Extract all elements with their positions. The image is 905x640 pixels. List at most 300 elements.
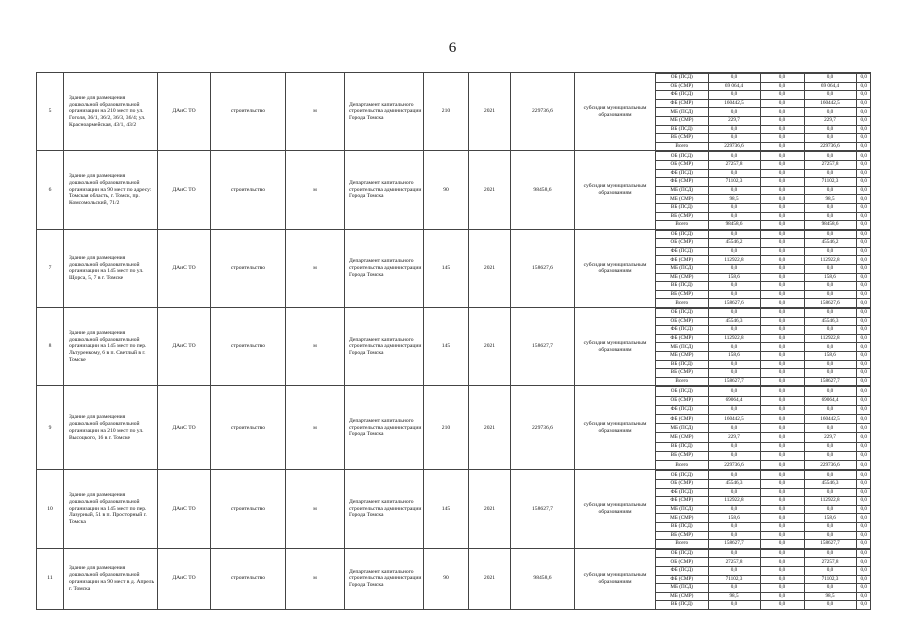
amount-col-3: 229736,6 bbox=[804, 461, 856, 470]
amount-total: 160442,5 bbox=[708, 99, 760, 108]
financing-breakdown bbox=[656, 73, 871, 151]
amount-col-2: 0,0 bbox=[760, 387, 804, 396]
amount-total: 112922,8 bbox=[708, 334, 760, 343]
amount-total: 98,5 bbox=[708, 195, 760, 204]
amount-total: 0,0 bbox=[708, 549, 760, 558]
amount-total: 0,0 bbox=[708, 247, 760, 256]
amount-col-3: 0,0 bbox=[804, 74, 856, 83]
object-name: Здание для размещения дошкольной образовательной организации на 145 мест по пер. Лазурный, 51 в п. Просторный г. Томска bbox=[64, 470, 158, 548]
amount-col-3: 0,0 bbox=[804, 522, 856, 531]
amount-col-3: 229,7 bbox=[804, 433, 856, 442]
amount-col-4: 0,0 bbox=[856, 334, 871, 343]
amount-col-3: 0,0 bbox=[804, 203, 856, 212]
financing-row bbox=[656, 134, 871, 143]
amount-col-2: 0,0 bbox=[760, 273, 804, 282]
object-name: Здание для размещения дошкольной образовательной организации на 90 мест по адресу: Томская область, г. Томск, пр. Комсомольский, 71/2 bbox=[64, 151, 158, 229]
amount-col-2: 0,0 bbox=[760, 479, 804, 488]
amount-col-2: 0,0 bbox=[760, 108, 804, 117]
budget-source-label: ФБ (СМР) bbox=[656, 575, 708, 584]
amount-col-3: 0,0 bbox=[804, 471, 856, 480]
amount-col-4: 0,0 bbox=[856, 221, 871, 229]
amount-col-3: 69064,4 bbox=[804, 396, 856, 405]
amount-col-2: 0,0 bbox=[760, 442, 804, 451]
amount-col-4: 0,0 bbox=[856, 108, 871, 117]
amount-total: 71102,3 bbox=[708, 575, 760, 584]
financing-row bbox=[656, 514, 871, 523]
amount-col-2: 0,0 bbox=[760, 369, 804, 378]
amount-col-2: 0,0 bbox=[760, 584, 804, 593]
funding-source-cell: субсидия муниципальным образованиям bbox=[575, 470, 656, 548]
budget-source-label: ОБ (ПСД) bbox=[656, 471, 708, 480]
financing-row bbox=[656, 601, 871, 609]
amount-col-4: 0,0 bbox=[856, 195, 871, 204]
amount-col-4: 0,0 bbox=[856, 514, 871, 523]
financing-breakdown bbox=[656, 548, 871, 609]
budget-source-label: Всего bbox=[656, 540, 708, 548]
amount-col-3: 112922,8 bbox=[804, 334, 856, 343]
amount-col-4: 0,0 bbox=[856, 169, 871, 178]
amount-col-3: 71102,3 bbox=[804, 178, 856, 187]
budget-source-label: Всего bbox=[656, 299, 708, 307]
amount-col-3: 0,0 bbox=[804, 290, 856, 299]
amount-col-2: 0,0 bbox=[760, 178, 804, 187]
amount-total: 0,0 bbox=[708, 369, 760, 378]
amount-total: 158,6 bbox=[708, 514, 760, 523]
objects-table bbox=[36, 72, 871, 610]
amount-col-3: 71102,3 bbox=[804, 575, 856, 584]
budget-source-label: ФБ (ПСД) bbox=[656, 91, 708, 100]
funding-source-cell: субсидия муниципальным образованиям bbox=[575, 229, 656, 307]
amount-col-4: 0,0 bbox=[856, 273, 871, 282]
amount-col-3: 158627,7 bbox=[804, 540, 856, 548]
row-number: 10 bbox=[37, 470, 64, 548]
financing-row bbox=[656, 299, 871, 307]
unit-cell: м bbox=[286, 386, 345, 470]
cost-cell: 158627,7 bbox=[511, 470, 575, 548]
amount-col-2: 0,0 bbox=[760, 352, 804, 361]
work-type-cell: строительство bbox=[211, 229, 286, 307]
amount-col-2: 0,0 bbox=[760, 558, 804, 567]
budget-source-label: МБ (СМР) bbox=[656, 433, 708, 442]
budget-source-label: ОБ (СМР) bbox=[656, 558, 708, 567]
amount-col-4: 0,0 bbox=[856, 558, 871, 567]
amount-col-2: 0,0 bbox=[760, 396, 804, 405]
amount-col-2: 0,0 bbox=[760, 169, 804, 178]
budget-source-label: ВБ (СМР) bbox=[656, 212, 708, 221]
page-number: 6 bbox=[448, 40, 457, 56]
amount-col-2: 0,0 bbox=[760, 125, 804, 134]
amount-total: 158627,6 bbox=[708, 299, 760, 307]
amount-total: 69064,4 bbox=[708, 396, 760, 405]
amount-total: 0,0 bbox=[708, 522, 760, 531]
amount-total: 0,0 bbox=[708, 203, 760, 212]
financing-row bbox=[656, 309, 871, 318]
amount-col-4: 0,0 bbox=[856, 299, 871, 307]
amount-col-2: 0,0 bbox=[760, 134, 804, 143]
amount-col-4: 0,0 bbox=[856, 479, 871, 488]
customer-cell: ДАиС ТО bbox=[158, 73, 211, 151]
financing-row bbox=[656, 497, 871, 506]
amount-col-4: 0,0 bbox=[856, 415, 871, 424]
financing-row bbox=[656, 549, 871, 558]
amount-total: 0,0 bbox=[708, 91, 760, 100]
year-cell: 2021 bbox=[469, 151, 511, 229]
amount-col-4: 0,0 bbox=[856, 99, 871, 108]
amount-col-4: 0,0 bbox=[856, 549, 871, 558]
cost-cell: 229736,6 bbox=[511, 73, 575, 151]
financing-row bbox=[656, 326, 871, 335]
budget-source-label: МБ (СМР) bbox=[656, 116, 708, 125]
cost-cell: 98458,6 bbox=[511, 548, 575, 609]
budget-source-label: ВБ (ПСД) bbox=[656, 360, 708, 369]
work-type-cell: строительство bbox=[211, 548, 286, 609]
amount-col-4: 0,0 bbox=[856, 125, 871, 134]
amount-col-2: 0,0 bbox=[760, 531, 804, 540]
amount-col-4: 0,0 bbox=[856, 309, 871, 318]
table-row bbox=[37, 308, 871, 386]
budget-source-label: Всего bbox=[656, 461, 708, 470]
amount-col-2: 0,0 bbox=[760, 540, 804, 548]
funding-source-cell: субсидия муниципальным образованиям bbox=[575, 386, 656, 470]
table-row bbox=[37, 73, 871, 151]
amount-col-4: 0,0 bbox=[856, 433, 871, 442]
amount-col-3: 158627,6 bbox=[804, 299, 856, 307]
amount-col-4: 0,0 bbox=[856, 360, 871, 369]
financing-row bbox=[656, 91, 871, 100]
amount-total: 0,0 bbox=[708, 471, 760, 480]
financing-row bbox=[656, 405, 871, 414]
amount-col-3: 0,0 bbox=[804, 134, 856, 143]
amount-col-3: 0,0 bbox=[804, 584, 856, 593]
cost-cell: 98458,6 bbox=[511, 151, 575, 229]
financing-row bbox=[656, 99, 871, 108]
amount-col-4: 0,0 bbox=[856, 256, 871, 265]
amount-col-2: 0,0 bbox=[760, 505, 804, 514]
amount-col-4: 0,0 bbox=[856, 160, 871, 169]
financing-row bbox=[656, 343, 871, 352]
amount-col-2: 0,0 bbox=[760, 239, 804, 248]
amount-col-4: 0,0 bbox=[856, 488, 871, 497]
capacity-cell: 90 bbox=[424, 151, 469, 229]
amount-total: 0,0 bbox=[708, 505, 760, 514]
amount-total: 0,0 bbox=[708, 265, 760, 274]
budget-source-label: ВБ (ПСД) bbox=[656, 282, 708, 291]
amount-col-2: 0,0 bbox=[760, 451, 804, 460]
budget-source-label: ОБ (СМР) bbox=[656, 160, 708, 169]
amount-col-3: 45546,3 bbox=[804, 479, 856, 488]
budget-source-label: ФБ (СМР) bbox=[656, 415, 708, 424]
amount-total: 0,0 bbox=[708, 309, 760, 318]
year-cell: 2021 bbox=[469, 73, 511, 151]
customer-cell: ДАиС ТО bbox=[158, 470, 211, 548]
amount-total: 0,0 bbox=[708, 451, 760, 460]
budget-source-label: ОБ (СМР) bbox=[656, 479, 708, 488]
amount-col-4: 0,0 bbox=[856, 247, 871, 256]
department-cell: Департамент капитального строительства администрации Города Томска bbox=[345, 73, 424, 151]
amount-col-2: 0,0 bbox=[760, 405, 804, 414]
object-name: Здание для размещения дошкольной образовательной организации на 210 мест по ул. Гоголя, 36/1, 36/2, 36/3, 36/4; ул. Красноармейская, 43/1, 43/2 bbox=[64, 73, 158, 151]
financing-row bbox=[656, 575, 871, 584]
amount-col-4: 0,0 bbox=[856, 152, 871, 161]
amount-col-4: 0,0 bbox=[856, 461, 871, 470]
cost-cell: 229736,6 bbox=[511, 386, 575, 470]
amount-total: 45546,2 bbox=[708, 239, 760, 248]
budget-source-label: ФБ (СМР) bbox=[656, 99, 708, 108]
amount-total: 45546,3 bbox=[708, 479, 760, 488]
amount-total: 0,0 bbox=[708, 343, 760, 352]
financing-row bbox=[656, 369, 871, 378]
amount-total: 0,0 bbox=[708, 387, 760, 396]
object-name: Здание для размещения дошкольной образовательной организации на 210 мест по ул. Высоцкого, 16 в г. Томске bbox=[64, 386, 158, 470]
amount-col-4: 0,0 bbox=[856, 566, 871, 575]
amount-col-3: 0,0 bbox=[804, 169, 856, 178]
amount-total: 158,6 bbox=[708, 273, 760, 282]
work-type-cell: строительство bbox=[211, 386, 286, 470]
financing-row bbox=[656, 273, 871, 282]
budget-source-label: ВБ (СМР) bbox=[656, 134, 708, 143]
budget-source-label: ВБ (СМР) bbox=[656, 369, 708, 378]
amount-col-3: 0,0 bbox=[804, 212, 856, 221]
financing-row bbox=[656, 178, 871, 187]
amount-total: 0,0 bbox=[708, 74, 760, 83]
budget-source-label: ОБ (ПСД) bbox=[656, 230, 708, 239]
amount-col-4: 0,0 bbox=[856, 212, 871, 221]
year-cell: 2021 bbox=[469, 470, 511, 548]
budget-source-label: МБ (СМР) bbox=[656, 592, 708, 601]
funding-source-cell: субсидия муниципальным образованиям bbox=[575, 73, 656, 151]
budget-source-label: ФБ (СМР) bbox=[656, 334, 708, 343]
amount-col-4: 0,0 bbox=[856, 178, 871, 187]
amount-col-2: 0,0 bbox=[760, 566, 804, 575]
amount-total: 0,0 bbox=[708, 169, 760, 178]
amount-col-3: 160442,5 bbox=[804, 99, 856, 108]
amount-col-3: 0,0 bbox=[804, 230, 856, 239]
object-name: Здание для размещения дошкольной образовательной организации на 145 мест по пер. Льтуренкому, 6 в п. Светлый в г. Томске bbox=[64, 308, 158, 386]
amount-col-4: 0,0 bbox=[856, 592, 871, 601]
amount-col-2: 0,0 bbox=[760, 221, 804, 229]
amount-col-3: 0,0 bbox=[804, 309, 856, 318]
capacity-cell: 145 bbox=[424, 470, 469, 548]
budget-source-label: ОБ (СМР) bbox=[656, 239, 708, 248]
table-row bbox=[37, 151, 871, 229]
amount-col-4: 0,0 bbox=[856, 142, 871, 150]
amount-col-4: 0,0 bbox=[856, 317, 871, 326]
budget-source-label: ВБ (ПСД) bbox=[656, 522, 708, 531]
budget-source-label: МБ (ПСД) bbox=[656, 584, 708, 593]
amount-col-4: 0,0 bbox=[856, 186, 871, 195]
amount-col-4: 0,0 bbox=[856, 405, 871, 414]
financing-breakdown bbox=[656, 308, 871, 386]
amount-col-3: 0,0 bbox=[804, 405, 856, 414]
financing-row bbox=[656, 442, 871, 451]
capacity-cell: 210 bbox=[424, 386, 469, 470]
financing-row bbox=[656, 479, 871, 488]
budget-source-label: ФБ (ПСД) bbox=[656, 326, 708, 335]
budget-source-label: ОБ (ПСД) bbox=[656, 549, 708, 558]
work-type-cell: строительство bbox=[211, 73, 286, 151]
amount-col-2: 0,0 bbox=[760, 256, 804, 265]
amount-col-3: 0,0 bbox=[804, 505, 856, 514]
amount-col-2: 0,0 bbox=[760, 488, 804, 497]
budget-source-label: ФБ (СМР) bbox=[656, 178, 708, 187]
financing-row bbox=[656, 169, 871, 178]
amount-col-2: 0,0 bbox=[760, 326, 804, 335]
financing-row bbox=[656, 186, 871, 195]
customer-cell: ДАиС ТО bbox=[158, 151, 211, 229]
amount-col-2: 0,0 bbox=[760, 91, 804, 100]
amount-total: 0,0 bbox=[708, 360, 760, 369]
amount-col-4: 0,0 bbox=[856, 203, 871, 212]
amount-total: 229,7 bbox=[708, 433, 760, 442]
amount-col-3: 158,6 bbox=[804, 514, 856, 523]
amount-total: 0,0 bbox=[708, 326, 760, 335]
amount-col-3: 0,0 bbox=[804, 186, 856, 195]
financing-breakdown bbox=[656, 470, 871, 548]
financing-row bbox=[656, 116, 871, 125]
amount-col-4: 0,0 bbox=[856, 424, 871, 433]
unit-cell: м bbox=[286, 151, 345, 229]
amount-col-3: 45546,2 bbox=[804, 239, 856, 248]
budget-source-label: ФБ (ПСД) bbox=[656, 247, 708, 256]
amount-col-2: 0,0 bbox=[760, 424, 804, 433]
financing-row bbox=[656, 488, 871, 497]
amount-total: 0,0 bbox=[708, 601, 760, 609]
financing-row bbox=[656, 256, 871, 265]
row-number: 8 bbox=[37, 308, 64, 386]
financing-row bbox=[656, 566, 871, 575]
financing-row bbox=[656, 160, 871, 169]
budget-source-label: МБ (СМР) bbox=[656, 514, 708, 523]
financing-row bbox=[656, 433, 871, 442]
object-name: Здание для размещения дошкольной образовательной организации на 145 мест по ул. Щорса, 5, 7 в г. Томске bbox=[64, 229, 158, 307]
amount-col-2: 0,0 bbox=[760, 282, 804, 291]
amount-col-3: 0,0 bbox=[804, 343, 856, 352]
amount-total: 0,0 bbox=[708, 424, 760, 433]
amount-col-3: 112922,8 bbox=[804, 256, 856, 265]
amount-col-2: 0,0 bbox=[760, 575, 804, 584]
amount-total: 229,7 bbox=[708, 116, 760, 125]
financing-row bbox=[656, 203, 871, 212]
amount-col-4: 0,0 bbox=[856, 352, 871, 361]
amount-total: 0,0 bbox=[708, 584, 760, 593]
amount-total: 158627,7 bbox=[708, 540, 760, 548]
amount-col-2: 0,0 bbox=[760, 309, 804, 318]
amount-col-4: 0,0 bbox=[856, 601, 871, 609]
amount-col-3: 0,0 bbox=[804, 91, 856, 100]
amount-col-2: 0,0 bbox=[760, 471, 804, 480]
amount-col-2: 0,0 bbox=[760, 334, 804, 343]
amount-total: 0,0 bbox=[708, 531, 760, 540]
funding-source-cell: субсидия муниципальным образованиям bbox=[575, 308, 656, 386]
work-type-cell: строительство bbox=[211, 470, 286, 548]
financing-row bbox=[656, 82, 871, 91]
table-row bbox=[37, 229, 871, 307]
table-row bbox=[37, 548, 871, 609]
customer-cell: ДАиС ТО bbox=[158, 386, 211, 470]
amount-total: 160442,5 bbox=[708, 415, 760, 424]
financing-row bbox=[656, 377, 871, 385]
amount-col-2: 0,0 bbox=[760, 142, 804, 150]
amount-col-4: 0,0 bbox=[856, 116, 871, 125]
budget-source-label: МБ (ПСД) bbox=[656, 424, 708, 433]
budget-source-label: ФБ (СМР) bbox=[656, 256, 708, 265]
table-row bbox=[37, 386, 871, 470]
amount-total: 158627,7 bbox=[708, 377, 760, 385]
amount-col-3: 0,0 bbox=[804, 387, 856, 396]
amount-col-4: 0,0 bbox=[856, 540, 871, 548]
amount-col-2: 0,0 bbox=[760, 203, 804, 212]
amount-total: 0,0 bbox=[708, 290, 760, 299]
capacity-cell: 90 bbox=[424, 548, 469, 609]
customer-cell: ДАиС ТО bbox=[158, 308, 211, 386]
amount-total: 0,0 bbox=[708, 152, 760, 161]
budget-source-label: ФБ (ПСД) bbox=[656, 405, 708, 414]
amount-col-4: 0,0 bbox=[856, 282, 871, 291]
financing-row bbox=[656, 247, 871, 256]
amount-col-3: 27257,8 bbox=[804, 558, 856, 567]
customer-cell: ДАиС ТО bbox=[158, 229, 211, 307]
amount-col-3: 69 064,4 bbox=[804, 82, 856, 91]
amount-col-3: 98,5 bbox=[804, 195, 856, 204]
department-cell: Департамент капитального строительства администрации Города Томска bbox=[345, 308, 424, 386]
amount-col-3: 0,0 bbox=[804, 424, 856, 433]
amount-col-2: 0,0 bbox=[760, 497, 804, 506]
year-cell: 2021 bbox=[469, 386, 511, 470]
amount-col-4: 0,0 bbox=[856, 505, 871, 514]
amount-col-2: 0,0 bbox=[760, 82, 804, 91]
amount-total: 112922,8 bbox=[708, 256, 760, 265]
amount-col-4: 0,0 bbox=[856, 290, 871, 299]
budget-source-label: ОБ (ПСД) bbox=[656, 152, 708, 161]
amount-col-4: 0,0 bbox=[856, 91, 871, 100]
amount-total: 0,0 bbox=[708, 442, 760, 451]
financing-row bbox=[656, 221, 871, 229]
amount-col-3: 112922,8 bbox=[804, 497, 856, 506]
budget-source-label: ОБ (ПСД) bbox=[656, 387, 708, 396]
department-cell: Департамент капитального строительства администрации Города Томска bbox=[345, 548, 424, 609]
amount-total: 0,0 bbox=[708, 186, 760, 195]
row-number: 9 bbox=[37, 386, 64, 470]
amount-col-4: 0,0 bbox=[856, 134, 871, 143]
amount-col-3: 98,5 bbox=[804, 592, 856, 601]
budget-source-label: ОБ (СМР) bbox=[656, 396, 708, 405]
amount-total: 0,0 bbox=[708, 488, 760, 497]
financing-breakdown bbox=[656, 386, 871, 470]
amount-total: 27257,8 bbox=[708, 160, 760, 169]
amount-total: 0,0 bbox=[708, 108, 760, 117]
amount-col-3: 158627,7 bbox=[804, 377, 856, 385]
budget-source-label: МБ (ПСД) bbox=[656, 343, 708, 352]
financing-row bbox=[656, 317, 871, 326]
amount-col-3: 0,0 bbox=[804, 360, 856, 369]
financing-row bbox=[656, 352, 871, 361]
customer-cell: ДАиС ТО bbox=[158, 548, 211, 609]
budget-source-label: ОБ (ПСД) bbox=[656, 309, 708, 318]
budget-source-label: ВБ (СМР) bbox=[656, 451, 708, 460]
financing-row bbox=[656, 424, 871, 433]
amount-total: 0,0 bbox=[708, 405, 760, 414]
cost-cell: 158627,7 bbox=[511, 308, 575, 386]
financing-subtable bbox=[656, 549, 871, 609]
amount-col-3: 98458,6 bbox=[804, 221, 856, 229]
financing-subtable bbox=[656, 386, 871, 469]
financing-subtable bbox=[656, 73, 871, 150]
financing-row bbox=[656, 290, 871, 299]
amount-col-3: 45546,3 bbox=[804, 317, 856, 326]
budget-source-label: ВБ (ПСД) bbox=[656, 601, 708, 609]
amount-col-4: 0,0 bbox=[856, 387, 871, 396]
amount-total: 98458,6 bbox=[708, 221, 760, 229]
